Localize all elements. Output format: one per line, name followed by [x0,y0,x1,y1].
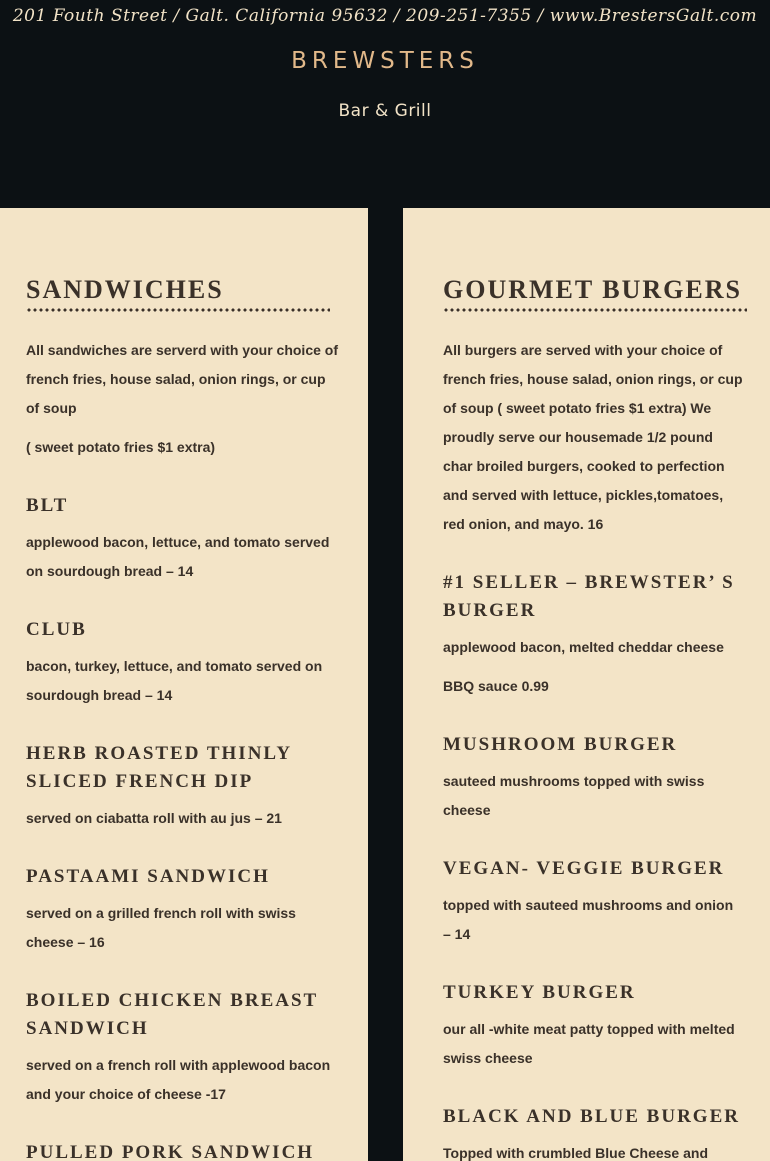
section-divider [443,308,747,312]
brand-logo-text[interactable]: BREWSTERS [291,48,479,74]
section-divider [26,308,330,312]
section-title-sandwiches: SANDWICHES [26,275,224,304]
menu-item [443,1103,744,1161]
menu-item-desc: Topped with crumbled Blue Cheese and [443,1145,708,1161]
menu-item-desc: applewood bacon, melted cheddar cheese [443,639,724,655]
menu-item [26,616,342,710]
menu-item-name: VEGAN- VEGGIE BURGER [443,858,725,879]
section-intro-note: ( sweet potato fries $1 extra) [26,439,216,455]
contact-info: 201 Fouth Street / Galt. California 95632 / 209-251-7355 / www.BrestersGalt.com [12,6,758,26]
menu-item [26,492,342,586]
menu-item [443,855,744,949]
menu-item-name: #1 SELLER – BREWSTER’ S BURGER [443,572,735,621]
menu-item-name: TURKEY BURGER [443,982,636,1003]
menu-item-addon: BBQ sauce 0.99 [443,678,549,694]
site-header [0,0,770,208]
menu-item-name: MUSHROOM BURGER [443,734,678,755]
menu-item-desc: served on ciabatta roll with au jus – 21 [26,810,282,826]
menu-item-desc: served on a french roll with applewood bacon and your choice of cheese -17 [26,1057,331,1102]
menu-item-desc: bacon, turkey, lettuce, and tomato served on sourdough bread – 14 [26,658,323,703]
menu-item [26,987,342,1109]
menu-item-name: PASTAAMI SANDWICH [26,866,270,887]
menu-item [443,569,744,701]
menu-item-name: BLT [26,495,69,516]
burgers-panel [403,208,770,1161]
brand-subtitle: Bar & Grill [338,101,432,121]
menu-item-desc: applewood bacon, lettuce, and tomato served on sourdough bread – 14 [26,534,330,579]
menu-item-desc: served on a grilled french roll with swiss cheese – 16 [26,905,296,950]
section-intro: All sandwiches are serverd with your choice of french fries, house salad, onion rings, or cup of soup [26,342,338,416]
menu-item-desc: our all -white meat patty topped with melted swiss cheese [443,1021,735,1066]
menu-item [26,740,342,833]
menu-item [26,1139,342,1161]
menu-item-name: PULLED PORK SANDWICH [26,1142,315,1161]
menu-item [443,979,744,1073]
menu-item-desc: topped with sauteed mushrooms and onion – 14 [443,897,734,942]
section-intro: All burgers are served with your choice of french fries, house salad, onion rings, or cup of soup ( sweet potato fries $1 extra) We proudly serve our housemade 1/2 pound char broiled burgers, cooked to perfection and served with lettuce, pickles,tomatoes, red onion, and mayo. 16 [443,342,743,532]
menu-item-desc: sauteed mushrooms topped with swiss cheese [443,773,705,818]
sandwiches-panel [0,208,368,1161]
menu-item [443,731,744,825]
menu-item-name: BOILED CHICKEN BREAST SANDWICH [26,990,318,1039]
menu-item-name: CLUB [26,619,87,640]
section-title-burgers: GOURMET BURGERS [443,275,742,304]
menu-item [26,863,342,957]
menu-item-name: BLACK AND BLUE BURGER [443,1106,740,1127]
menu-item-name: HERB ROASTED THINLY SLICED FRENCH DIP [26,743,292,792]
